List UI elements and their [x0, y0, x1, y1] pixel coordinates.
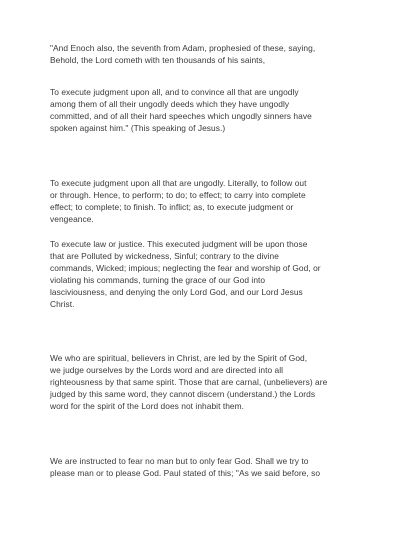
text-line: lasciviousness, and denying the only Lord God, and our Lord Jesus [50, 287, 303, 298]
text-line: among them of all their ungodly deeds which they have ungodly [50, 99, 290, 110]
text-line: Christ. [50, 299, 75, 310]
text-line: we judge ourselves by the Lords word and are directed into all [50, 365, 284, 376]
text-line: word for the spirit of the Lord does not inhabit them. [50, 401, 245, 412]
text-line: committed, and of all their hard speeches which ungodly sinners have [50, 111, 312, 122]
text-line: Behold, the Lord cometh with ten thousands of his saints, [50, 55, 266, 66]
paragraph-enoch-quote [50, 42, 380, 66]
text-line: righteousness by that same spirit. Those that are carnal, (unbelievers) are [50, 377, 328, 388]
paragraph-definition-execute [50, 177, 380, 225]
text-line: or through. Hence, to perform; to do; to effect; to carry into complete [50, 190, 306, 201]
paragraph-spiritual-believers [50, 352, 380, 412]
text-line: please man or to please God. Paul stated of this; "As we said before, so [50, 468, 321, 479]
text-line: "And Enoch also, the seventh from Adam, prophesied of these, saying, [50, 43, 316, 53]
text-line: that are Polluted by wickedness, Sinful; contrary to the divine [50, 251, 279, 262]
text-line: To execute judgment upon all that are ungodly. Literally, to follow out [50, 178, 307, 188]
text-line: violating his commands, turning the grace of our God into [50, 275, 266, 286]
text-line: spoken against him." (This speaking of Jesus.) [50, 123, 226, 134]
text-line: We are instructed to fear no man but to only fear God. Shall we try to [50, 456, 309, 466]
text-line: vengeance. [50, 214, 94, 225]
text-line: We who are spiritual, believers in Christ, are led by the Spirit of God, [50, 353, 308, 363]
text-line: judged by this same word, they cannot discern (understand.) the Lords [50, 389, 316, 400]
paragraph-fear-god [50, 455, 380, 479]
text-line: To execute judgment upon all, and to convince all that are ungodly [50, 87, 299, 97]
text-line: commands, Wicked; impious; neglecting the fear and worship of God, or [50, 263, 321, 274]
paragraph-execute-law [50, 238, 380, 311]
text-line: To execute law or justice. This executed judgment will be upon those [50, 239, 308, 249]
text-line: effect; to complete; to finish. To inflict; as, to execute judgment or [50, 202, 294, 213]
paragraph-execute-judgment-quote [50, 86, 380, 134]
